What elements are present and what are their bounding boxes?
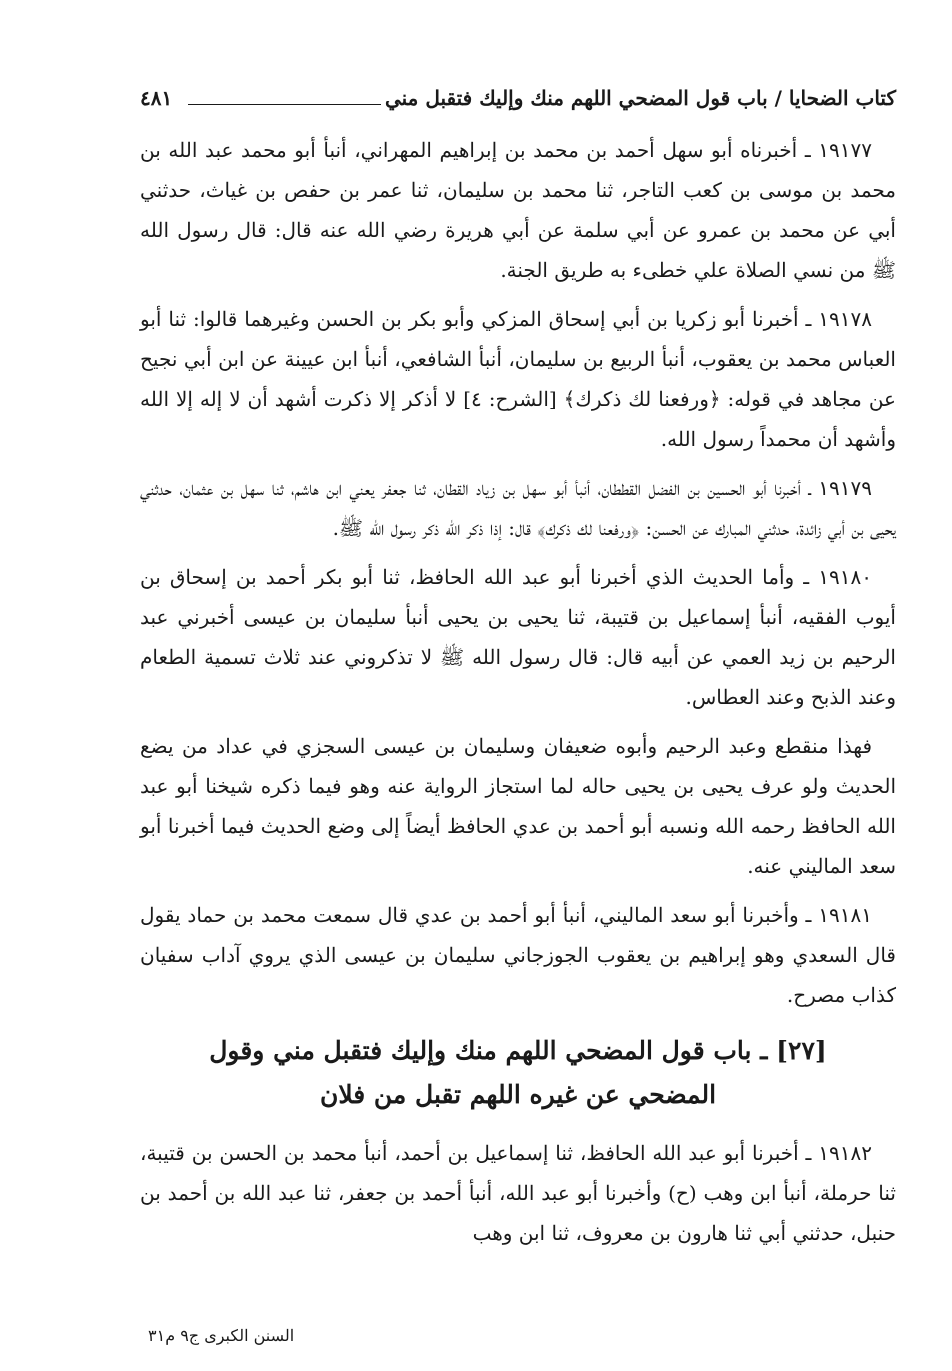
paragraph-19178: ١٩١٧٨ ـ أخبرنا أبو زكريا بن أبي إسحاق المزكي وأبو بكر بن الحسن وغيرهما قالوا: ثنا أبو العباس محمد بن يعقوب، أنبأ الربيع بن سليمان، أنبأ الشافعي، أنبأ ابن عيينة عن ابن أبي نجيح عن مجاهد في قوله: ﴿ورفعنا لك ذكرك﴾ [الشرح: ٤] لا أذكر إلا ذكرت أشهد أن لا إله إلا الله وأشهد أن محمداً رسول الله. (140, 307, 896, 451)
section-heading: [٢٧] ـ باب قول المضحي اللهم منك وإليك فتقبل مني وقول المضحي عن غيره اللهم تقبل من فلان (209, 1036, 827, 1109)
header-rule (188, 104, 381, 105)
paragraph-19181: ١٩١٨١ ـ وأخبرنا أبو سعد الماليني، أنبأ أبو أحمد بن عدي قال سمعت محمد بن حماد يقول قال السعدي وهو إبراهيم بن يعقوب الجوزجاني سليمان بن عيسى الذي يروي آداب سفيان كذاب مصرح. (140, 903, 896, 1007)
paragraph-commentary: فهذا منقطع وعبد الرحيم وأبوه ضعيفان وسليمان بن عيسى السجزي في عداد من يضع الحديث ولو عرف يحيى بن يحيى حاله لما استجاز الرواية عنه وهو فيما ذكره شيخنا أبو عبد الله الحافظ رحمه الله ونسبه أبو أحمد بن عدي الحافظ أيضاً إلى وضع الحديث فيما أخبرنا أبو سعد الماليني عنه. (140, 734, 896, 878)
paragraph-19179: ١٩١٧٩ ـ أخبرنا أبو الحسين بن الفضل القططان، أنبأ أبو سهل بن زياد القطان، ثنا جعفر يعني ابن هاشم، ثنا سهل بن عثمان، حدثني يحيى بن أبي زائدة، حدثني المبارك عن الحسن: ﴿ورفعنا لك ذكرك﴾ قال: إذا ذكر الله ذكر رسول الله ﷺ. (140, 476, 896, 540)
paragraph-19180: ١٩١٨٠ ـ وأما الحديث الذي أخبرنا أبو عبد الله الحافظ، ثنا أبو بكر أحمد بن إسحاق بن أيوب الفقيه، أنبأ إسماعيل بن قتيبة، ثنا يحيى بن يحيى أنبأ سليمان بن عيسى أخبرني عبد الرحيم بن زيد العمي عن أبيه قال: قال رسول الله ﷺ لا تذكروني عند ثلاث تسمية الطعام وعند الذبح وعند العطاس. (140, 565, 896, 709)
page-number: ٤٨١ (140, 86, 173, 110)
page-body (140, 130, 896, 1262)
running-header (140, 82, 896, 122)
paragraph-19182: ١٩١٨٢ ـ أخبرنا أبو عبد الله الحافظ، ثنا إسماعيل بن أحمد، أنبأ محمد بن الحسن بن قتيبة، ثنا حرملة، أنبأ ابن وهب (ح) وأخبرنا أبو عبد الله، أنبأ أحمد بن جعفر، ثنا عبد الله بن أحمد بن حنبل، حدثني أبي ثنا هارون بن معروف، ثنا ابن وهب (140, 1141, 896, 1245)
footer-signature: السنن الكبرى ج٩ م٣١ (148, 1326, 295, 1345)
paragraph-19177: ١٩١٧٧ ـ أخبرناه أبو سهل أحمد بن محمد بن إبراهيم المهراني، أنبأ أبو محمد عبد الله بن محمد بن موسى بن كعب التاجر، ثنا محمد بن سليمان، ثنا عمر بن حفص بن غياث، حدثني أبي عن محمد بن عمرو عن أبي سلمة عن أبي هريرة رضي الله عنه قال: قال رسول الله ﷺ من نسي الصلاة علي خطىء به طريق الجنة. (140, 138, 896, 282)
header-title: كتاب الضحايا / باب قول المضحي اللهم منك وإليك فتقبل مني (384, 86, 896, 110)
